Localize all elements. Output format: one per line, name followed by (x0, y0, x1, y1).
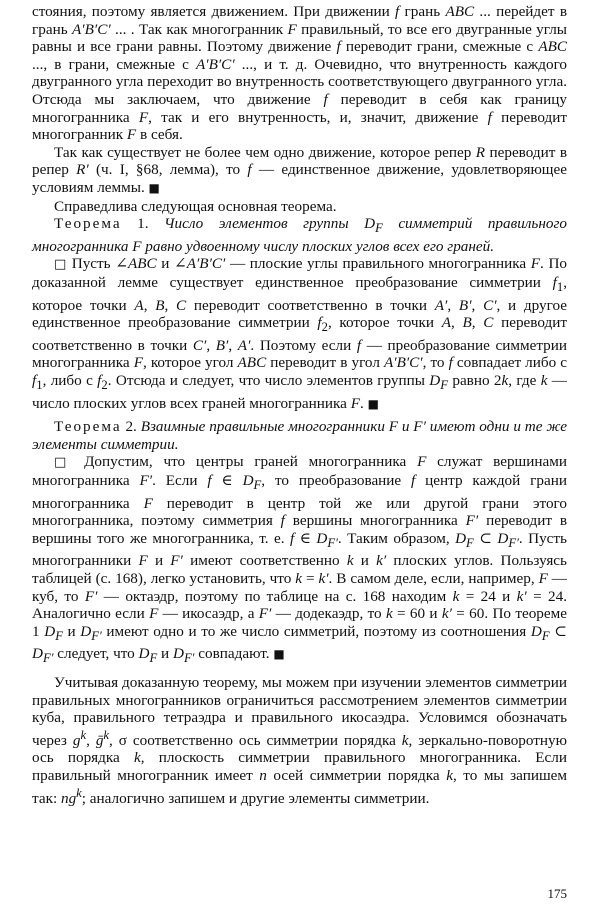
paragraph-uniqueness: Так как существует не более чем одно движение, которое репер R переводит в репер R′ (ч. I, §68, лемма), то f — единственное движение, удовлетворяющее условиям леммы. ■ (32, 143, 567, 196)
paragraph-proof-theorem-1: □ Пусть ∠ABC и ∠A′B′C′ — плоские углы правильного многогранника F. По доказанной лемме существует единственное преобразование симметрии $f_1$, которое точки A, B, C переводит соответственно в точки A′, B′, C′, и другое единственное преобразование симметрии $f_2$, которое точки A, B, C переводит соответственно в точки C′, B′, A′. Поэтому если f — преобразование симметрии многогранника F, которое угол ABC переводит в угол A′B′C′, то f совпадает либо с $f_1$, либо с $f_2$. Отсюда и следует, что число элементов группы $D_F$ равно 2k, где k — число плоских углов всех граней многогранника F. ■ (32, 255, 568, 412)
paragraph-proof-continuation: стояния, поэтому является движением. При движении f грань ABC ... перейдет в грань A′B′C′ ... . Так как многогранник F правильный, то все его двугранные углы равны и все грани равны. Поэтому движение f переводит грани, смежные с ABC ..., в грани, смежные с A′B′C′ ..., и т. д. Очевидно, что внутренность каждого двугранного угла переходит во внутренность соответствующего двугранного угла. Отсюда мы заключаем, что движение f переводит в себя как границу многогранника F, так и его внутренность, и, значит, движение f переводит многогранник F в себя. (32, 3, 568, 144)
paragraph-proof-theorem-2: □ Допустим, что центры граней многогранника F служат вершинами многогранника F′. Если f ∈ $D_F$, то преобразование f центр каждой грани многогранника F переводит в центр той же или другой грани этого многогранника, поэтому симметрия f вершины многогранника F′ переводит в вершины того же многогранника, т. е. f ∈ $D_{F'}$. Таким образом, $D_F$ ⊂ $D_{F'}$. Пусть многогранники F и F′ имеют соответственно k и k′ плоских углов. Пользуясь таблицей (с. 168), легко установить, что k = k′. В самом деле, если, например, F — куб, то F′ — октаэдр, поэтому по таблице на с. 168 находим k = 24 и k′ = 24. Аналогично если F — икосаэдр, а F′ — додекаэдр, то k = 60 и k′ = 60. По теореме 1 $D_F$ и $D_{F'}$ имеют одно и то же число симметрий, поэтому из соотношения $D_F$ ⊂ $D_{F'}$ следует, что $D_F$ и $D_{F'}$ совпадают. ■ (32, 453, 568, 666)
end-of-proof-icon: ■ (148, 180, 160, 195)
paragraph-theorem-intro: Справедлива следующая основная теорема. (54, 197, 337, 215)
proof-start-icon: □ (54, 257, 68, 273)
theorem-2: Теорема 2. Взаимные правильные многогранники F и F′ имеют одни и те же элементы симметрии. (32, 418, 567, 453)
theorem-1: Теорема 1. Число элементов группы $D_F$ симметрий правильного многогранника F равно удвоенному числу плоских углов всех его граней. (32, 215, 567, 255)
page-text (32, 3, 567, 807)
paragraph-symmetry-elements: Учитывая доказанную теорему, мы можем при изучении элементов симметрии правильных многогранников ограничиться рассмотрением элементов симметрии куба, правильного тетраэдра и правильного икосаэдра. Условимся обозначать через $g^k$, ḡ$^k$, σ соответственно ось симметрии порядка k, зеркально-поворотную ось порядка k, плоскость симметрии правильного многогранника. Если правильный многогранник имеет n осей симметрии порядка k, то мы запишем так: $ng^k$; аналогично запишем и другие элементы симметрии. (32, 674, 568, 807)
end-of-proof-icon: ■ (367, 396, 379, 411)
page-number: 175 (547, 886, 567, 901)
proof-start-icon: □ (54, 455, 74, 471)
end-of-proof-icon: ■ (273, 647, 285, 662)
